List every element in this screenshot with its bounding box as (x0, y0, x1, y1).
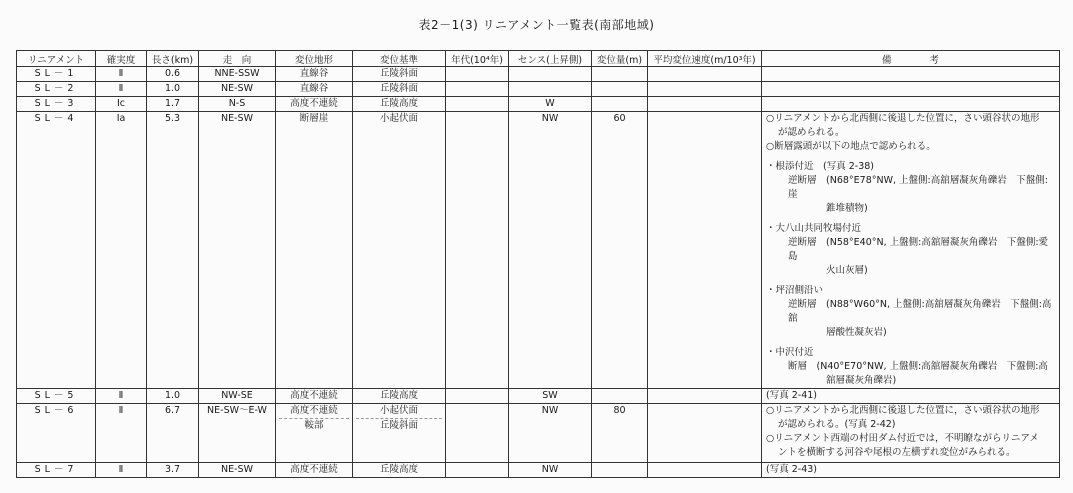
rate (648, 67, 762, 82)
reference: 丘陵高度 (353, 97, 446, 112)
length: 6.7 (147, 404, 199, 463)
lineament-id: SL－6 (17, 404, 96, 463)
landform-primary: 高度不連続 (290, 405, 338, 416)
table-row (17, 404, 1060, 463)
certainty: Ⅱ (96, 67, 147, 82)
sense: NW (509, 463, 592, 478)
displacement (592, 82, 648, 97)
remark-line: ・大八山共同牧場付近 (766, 223, 862, 234)
col-header: 確実度 (96, 51, 147, 67)
reference: 小起伏面 (353, 112, 446, 389)
reference: 丘陵斜面 (353, 67, 446, 82)
remark-line: ○リニアメント西端の村田ダム付近では，不明瞭ながらリニアメ (766, 433, 1039, 444)
remark-line: 層酸性凝灰岩) (826, 327, 887, 338)
remark-line: が認められる。 (778, 127, 845, 138)
table-row (17, 463, 1060, 478)
certainty: Ⅰa (96, 112, 147, 389)
age (446, 97, 509, 112)
table-row (17, 67, 1060, 82)
reference: 丘陵高度 (353, 463, 446, 478)
strike: NE-SW (199, 82, 276, 97)
lineament-id: SL－7 (17, 463, 96, 478)
displacement (592, 463, 648, 478)
col-header: 走 向 (199, 51, 276, 67)
remark-line: 錐堆積物) (826, 203, 868, 214)
length: 1.0 (147, 389, 199, 404)
remark-line: が認められる。(写真 2-42) (778, 419, 896, 430)
reference: 丘陵斜面 (353, 82, 446, 97)
strike: N-S (199, 97, 276, 112)
col-header: 平均変位速度(m/10³年) (648, 51, 762, 67)
remarks (762, 97, 1060, 112)
landform: 高度不連続 (276, 97, 353, 112)
col-header: 変位地形 (276, 51, 353, 67)
remark-line: ・根添付近 (写真 2-38) (766, 161, 874, 172)
table-row (17, 97, 1060, 112)
certainty: Ⅱ (96, 82, 147, 97)
reference: 丘陵高度 (353, 389, 446, 404)
rate (648, 404, 762, 463)
lineament-id: SL－1 (17, 67, 96, 82)
landform (276, 404, 353, 463)
remark-line: 逆断層 (N58°E40°N, 上盤側:高舘層凝灰角礫岩 下盤側:愛島 (788, 237, 1049, 262)
length: 1.0 (147, 82, 199, 97)
col-header: 備 考 (762, 51, 1060, 67)
remarks (762, 112, 1060, 389)
col-header: センス(上昇側) (509, 51, 592, 67)
strike: NE-SW (199, 112, 276, 389)
sense: NW (509, 404, 592, 463)
remark-line: 火山灰層) (826, 265, 868, 276)
landform: 高度不連続 (276, 389, 353, 404)
lineament-id: SL－3 (17, 97, 96, 112)
reference (353, 404, 446, 463)
landform: 断層崖 (276, 112, 353, 389)
sense: NW (509, 112, 592, 389)
remark-line: ・坪沼側沿い (766, 285, 824, 296)
remark-line: 舘層凝灰角礫岩) (826, 375, 897, 386)
strike: NE-SW～E-W (199, 404, 276, 463)
rate (648, 463, 762, 478)
strike: NE-SW (199, 463, 276, 478)
rate (648, 112, 762, 389)
remark-line: ○リニアメントから北西側に後退した位置に，さい頭谷状の地形 (766, 405, 1040, 416)
displacement: 80 (592, 404, 648, 463)
rate (648, 97, 762, 112)
remarks (762, 82, 1060, 97)
remark-line: ・中沢付近 (766, 347, 814, 358)
header-row (17, 51, 1060, 67)
age (446, 389, 509, 404)
length: 1.7 (147, 97, 199, 112)
displacement (592, 67, 648, 82)
remark-line: ○リニアメントから北西側に後退した位置に，さい頭谷状の地形 (766, 113, 1040, 124)
age (446, 404, 509, 463)
landform: 高度不連続 (276, 463, 353, 478)
reference-secondary: 丘陵斜面 (356, 418, 442, 433)
landform: 直線谷 (276, 67, 353, 82)
table-row (17, 112, 1060, 389)
remark-line: ○断層露頭が以下の地点で認められる。 (766, 141, 936, 152)
certainty: Ⅰc (96, 97, 147, 112)
sense (509, 82, 592, 97)
table-row (17, 82, 1060, 97)
length: 5.3 (147, 112, 199, 389)
landform: 直線谷 (276, 82, 353, 97)
lineament-table (16, 50, 1060, 478)
reference-primary: 小起伏面 (379, 405, 418, 416)
length: 0.6 (147, 67, 199, 82)
remarks: (写真 2-41) (762, 389, 1060, 404)
lineament-id: SL－5 (17, 389, 96, 404)
col-header: 年代(10⁴年) (446, 51, 509, 67)
landform-secondary: 鞍部 (279, 418, 349, 433)
rate (648, 82, 762, 97)
displacement: 60 (592, 112, 648, 389)
col-header: 変位量(m) (592, 51, 648, 67)
remark-line: 逆断層 (N68°E78°NW, 上盤側:高舘層凝灰角礫岩 下盤側:崖 (788, 175, 1048, 200)
remark-line: 逆断層 (N88°W60°N, 上盤側:高舘層凝灰角礫岩 下盤側:高舘 (788, 299, 1052, 324)
lineament-id: SL－2 (17, 82, 96, 97)
remark-line: 断層 (N40°E70°NW, 上盤側:高舘層凝灰角礫岩 下盤側:高 (788, 361, 1048, 372)
strike: NW-SE (199, 389, 276, 404)
certainty: Ⅱ (96, 404, 147, 463)
col-header: 変位基準 (353, 51, 446, 67)
strike: NNE-SSW (199, 67, 276, 82)
rate (648, 389, 762, 404)
age (446, 67, 509, 82)
displacement (592, 389, 648, 404)
remarks (762, 67, 1060, 82)
sense (509, 67, 592, 82)
certainty: Ⅱ (96, 463, 147, 478)
sense: W (509, 97, 592, 112)
col-header: リニアメント (17, 51, 96, 67)
age (446, 82, 509, 97)
col-header: 長さ(km) (147, 51, 199, 67)
sense: SW (509, 389, 592, 404)
age (446, 112, 509, 389)
length: 3.7 (147, 463, 199, 478)
lineament-id: SL－4 (17, 112, 96, 389)
certainty: Ⅱ (96, 389, 147, 404)
remark-line: ントを横断する河谷や尾根の左横ずれ変位がみられる。 (778, 447, 1016, 458)
remarks (762, 404, 1060, 463)
table-row (17, 389, 1060, 404)
table-title: 表2－1(3) リニアメント一覧表(南部地域) (418, 18, 655, 32)
remarks: (写真 2-43) (762, 463, 1060, 478)
age (446, 463, 509, 478)
displacement (592, 97, 648, 112)
